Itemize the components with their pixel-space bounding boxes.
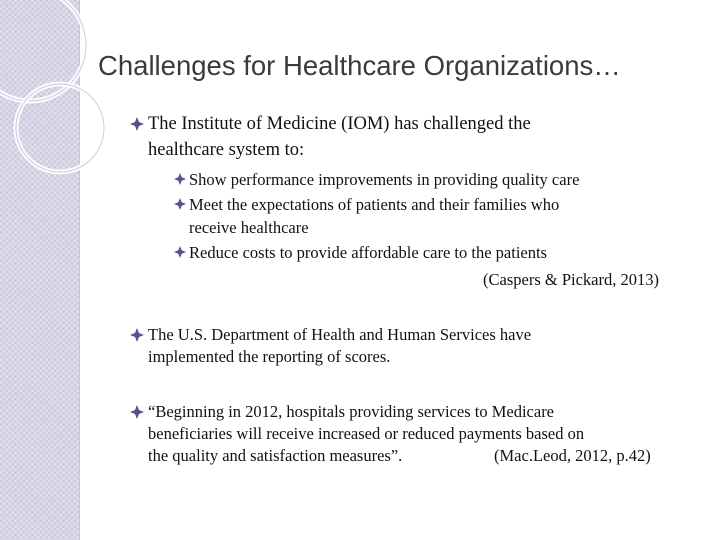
slide-title: Challenges for Healthcare Organizations… (98, 50, 621, 81)
bullet-2-line-1: The U.S. Department of Health and Human Services have (148, 325, 532, 344)
citation-caspers: (Caspers & Pickard, 2013) (483, 270, 659, 289)
decorative-circles (0, 0, 140, 200)
sub-bullet-3: Reduce costs to provide affordable care to the patients (189, 243, 547, 262)
sub-bullet-1: Show performance improvements in providing quality care (189, 170, 580, 189)
diamond-bullet-icon (174, 246, 186, 258)
diamond-bullet-icon (130, 328, 144, 342)
bullet-3-line-3: the quality and satisfaction measures”. (148, 446, 403, 465)
sub-bullet-2-line-1: Meet the expectations of patients and their families who (189, 195, 560, 214)
diamond-bullet-icon (130, 117, 144, 131)
citation-macleod: (Mac.Leod, 2012, p.42) (494, 446, 651, 465)
diamond-bullet-icon (174, 173, 186, 185)
bullet-2-line-2: implemented the reporting of scores. (148, 347, 391, 366)
bullet-3-line-1: “Beginning in 2012, hospitals providing services to Medicare (148, 402, 555, 421)
bullet-1-line-1: The Institute of Medicine (IOM) has challenged the (148, 114, 531, 134)
sub-bullet-2-line-2: receive healthcare (189, 218, 309, 237)
diamond-bullet-icon (130, 405, 144, 419)
bullet-1-line-2: healthcare system to: (148, 140, 305, 160)
bullet-3-line-2: beneficiaries will receive increased or reduced payments based on (148, 424, 585, 443)
diamond-bullet-icon (174, 198, 186, 210)
